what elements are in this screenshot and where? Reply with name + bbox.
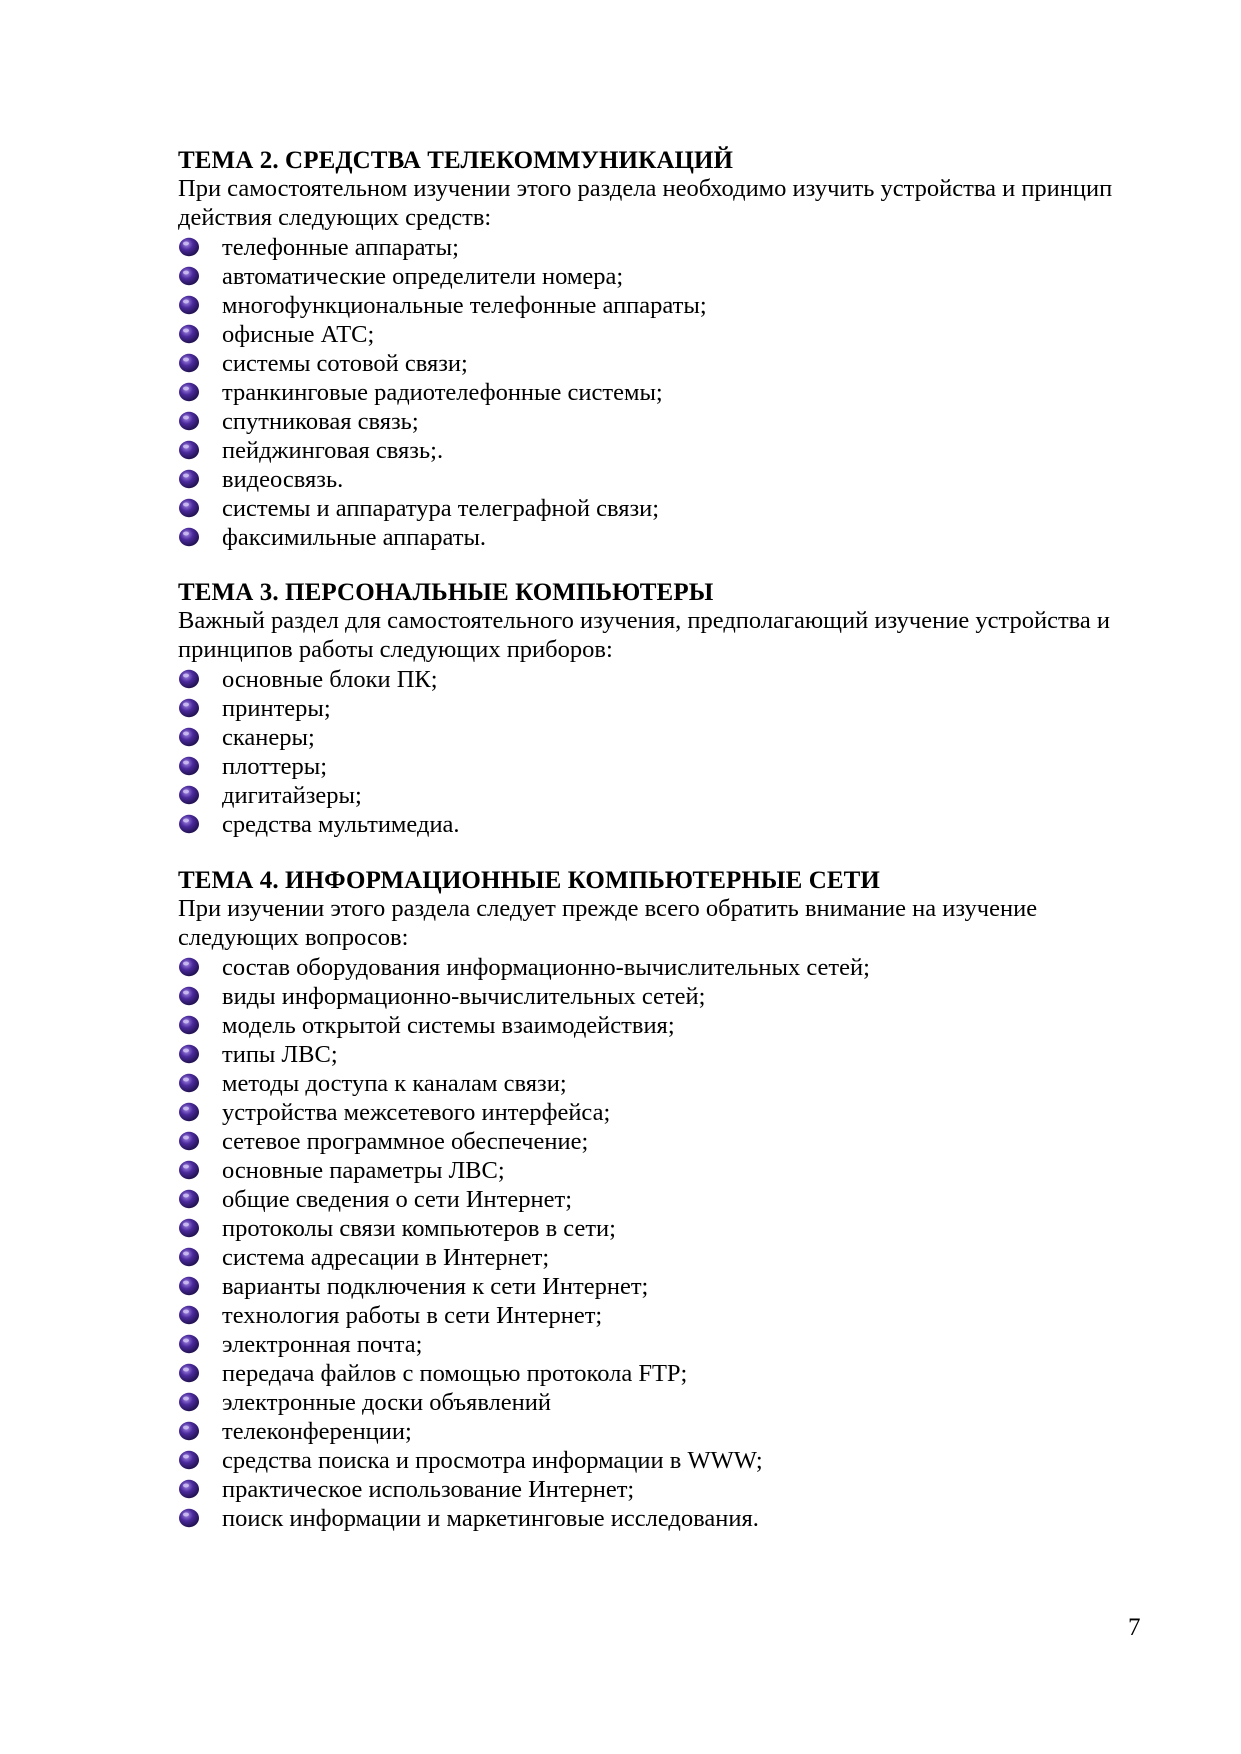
list-item-text: многофункциональные телефонные аппараты; bbox=[222, 291, 707, 319]
purple-sphere-bullet-icon bbox=[178, 527, 200, 547]
list-item bbox=[178, 1214, 1158, 1243]
list-item-text: методы доступа к каналам связи; bbox=[222, 1069, 567, 1097]
list-item-text: система адресации в Интернет; bbox=[222, 1243, 550, 1271]
intro-line: действия следующих средств: bbox=[178, 203, 492, 231]
list-item bbox=[178, 1127, 1158, 1156]
section-tema-4 bbox=[178, 866, 1158, 1533]
list-item bbox=[178, 1011, 1158, 1040]
section-heading: ТЕМА 2. СРЕДСТВА ТЕЛЕКОММУНИКАЦИЙ bbox=[178, 147, 734, 174]
purple-sphere-bullet-icon bbox=[178, 1479, 200, 1499]
list-item bbox=[178, 262, 1158, 291]
list-item-text: общие сведения о сети Интернет; bbox=[222, 1185, 572, 1213]
purple-sphere-bullet-icon bbox=[178, 1131, 200, 1151]
purple-sphere-bullet-icon bbox=[178, 469, 200, 489]
list-item bbox=[178, 436, 1158, 465]
purple-sphere-bullet-icon bbox=[178, 727, 200, 747]
list-item-text: системы и аппаратура телеграфной связи; bbox=[222, 494, 660, 522]
purple-sphere-bullet-icon bbox=[178, 669, 200, 689]
purple-sphere-bullet-icon bbox=[178, 382, 200, 402]
list-item-text: устройства межсетевого интерфейса; bbox=[222, 1098, 611, 1126]
list-item bbox=[178, 1301, 1158, 1330]
list-item bbox=[178, 982, 1158, 1011]
purple-sphere-bullet-icon bbox=[178, 1247, 200, 1267]
purple-sphere-bullet-icon bbox=[178, 1508, 200, 1528]
list-item-text: виды информационно-вычислительных сетей; bbox=[222, 982, 706, 1010]
list-item bbox=[178, 1475, 1158, 1504]
section-tema-3 bbox=[178, 578, 1158, 839]
intro-line: следующих вопросов: bbox=[178, 923, 409, 951]
list-item-text: средства мультимедиа. bbox=[222, 810, 460, 838]
list-item-text: телефонные аппараты; bbox=[222, 233, 459, 261]
list-item bbox=[178, 1272, 1158, 1301]
purple-sphere-bullet-icon bbox=[178, 957, 200, 977]
purple-sphere-bullet-icon bbox=[178, 756, 200, 776]
purple-sphere-bullet-icon bbox=[178, 1218, 200, 1238]
list-item bbox=[178, 1185, 1158, 1214]
list-item bbox=[178, 752, 1158, 781]
list-item bbox=[178, 465, 1158, 494]
purple-sphere-bullet-icon bbox=[178, 785, 200, 805]
bullet-list bbox=[178, 953, 1158, 1533]
list-item bbox=[178, 494, 1158, 523]
purple-sphere-bullet-icon bbox=[178, 411, 200, 431]
list-item bbox=[178, 523, 1158, 552]
list-item-text: варианты подключения к сети Интернет; bbox=[222, 1272, 649, 1300]
list-item bbox=[178, 953, 1158, 982]
list-item-text: принтеры; bbox=[222, 694, 331, 722]
intro-line: Важный раздел для самостоятельного изучения, предполагающий изучение устройства и bbox=[178, 607, 1111, 634]
purple-sphere-bullet-icon bbox=[178, 295, 200, 315]
purple-sphere-bullet-icon bbox=[178, 266, 200, 286]
purple-sphere-bullet-icon bbox=[178, 1421, 200, 1441]
list-item-text: поиск информации и маркетинговые исследования. bbox=[222, 1504, 759, 1532]
list-item bbox=[178, 781, 1158, 810]
list-item-text: факсимильные аппараты. bbox=[222, 523, 487, 551]
bullet-list bbox=[178, 233, 1158, 552]
list-item bbox=[178, 1388, 1158, 1417]
purple-sphere-bullet-icon bbox=[178, 353, 200, 373]
list-item bbox=[178, 694, 1158, 723]
list-item-text: сетевое программное обеспечение; bbox=[222, 1127, 589, 1155]
list-item-text: спутниковая связь; bbox=[222, 407, 419, 435]
list-item-text: телеконференции; bbox=[222, 1417, 412, 1445]
list-item-text: электронная почта; bbox=[222, 1330, 423, 1358]
purple-sphere-bullet-icon bbox=[178, 440, 200, 460]
list-item bbox=[178, 1359, 1158, 1388]
list-item bbox=[178, 291, 1158, 320]
purple-sphere-bullet-icon bbox=[178, 237, 200, 257]
list-item-text: автоматические определители номера; bbox=[222, 262, 624, 290]
page-number: 7 bbox=[1128, 1614, 1141, 1641]
list-item-text: типы ЛВС; bbox=[222, 1040, 338, 1068]
purple-sphere-bullet-icon bbox=[178, 324, 200, 344]
list-item-text: транкинговые радиотелефонные системы; bbox=[222, 378, 663, 406]
list-item-text: офисные АТС; bbox=[222, 320, 375, 348]
list-item-text: технология работы в сети Интернет; bbox=[222, 1301, 603, 1329]
list-item-text: средства поиска и просмотра информации в WWW; bbox=[222, 1446, 763, 1474]
list-item-text: протоколы связи компьютеров в сети; bbox=[222, 1214, 616, 1242]
purple-sphere-bullet-icon bbox=[178, 1015, 200, 1035]
list-item bbox=[178, 1417, 1158, 1446]
intro-line: принципов работы следующих приборов: bbox=[178, 635, 613, 663]
list-item bbox=[178, 407, 1158, 436]
intro-line: При изучении этого раздела следует прежде всего обратить внимание на изучение bbox=[178, 895, 1038, 922]
list-item-text: видеосвязь. bbox=[222, 465, 344, 493]
list-item-text: электронные доски объявлений bbox=[222, 1388, 552, 1416]
list-item-text: основные параметры ЛВС; bbox=[222, 1156, 505, 1184]
list-item bbox=[178, 320, 1158, 349]
purple-sphere-bullet-icon bbox=[178, 1073, 200, 1093]
list-item bbox=[178, 810, 1158, 839]
list-item bbox=[178, 1098, 1158, 1127]
purple-sphere-bullet-icon bbox=[178, 986, 200, 1006]
list-item-text: плоттеры; bbox=[222, 752, 328, 780]
list-item bbox=[178, 378, 1158, 407]
purple-sphere-bullet-icon bbox=[178, 1044, 200, 1064]
section-heading: ТЕМА 4. ИНФОРМАЦИОННЫЕ КОМПЬЮТЕРНЫЕ СЕТИ bbox=[178, 867, 880, 894]
list-item-text: дигитайзеры; bbox=[222, 781, 362, 809]
list-item bbox=[178, 349, 1158, 378]
list-item bbox=[178, 1330, 1158, 1359]
purple-sphere-bullet-icon bbox=[178, 1450, 200, 1470]
list-item-text: состав оборудования информационно-вычислительных сетей; bbox=[222, 953, 870, 981]
section-heading: ТЕМА 3. ПЕРСОНАЛЬНЫЕ КОМПЬЮТЕРЫ bbox=[178, 579, 714, 606]
section-intro bbox=[178, 607, 1158, 665]
list-item bbox=[178, 1069, 1158, 1098]
purple-sphere-bullet-icon bbox=[178, 1392, 200, 1412]
section-intro bbox=[178, 175, 1158, 233]
purple-sphere-bullet-icon bbox=[178, 1160, 200, 1180]
intro-line: При самостоятельном изучении этого раздела необходимо изучить устройства и принцип bbox=[178, 175, 1113, 202]
list-item-text: сканеры; bbox=[222, 723, 315, 751]
list-item-text: пейджинговая связь;. bbox=[222, 436, 444, 464]
list-item bbox=[178, 1504, 1158, 1533]
list-item-text: модель открытой системы взаимодействия; bbox=[222, 1011, 675, 1039]
purple-sphere-bullet-icon bbox=[178, 498, 200, 518]
list-item-text: передача файлов с помощью протокола FTP; bbox=[222, 1359, 688, 1387]
list-item-text: системы сотовой связи; bbox=[222, 349, 468, 377]
section-intro bbox=[178, 895, 1158, 953]
list-item bbox=[178, 665, 1158, 694]
list-item bbox=[178, 1243, 1158, 1272]
list-item bbox=[178, 1446, 1158, 1475]
list-item bbox=[178, 1156, 1158, 1185]
purple-sphere-bullet-icon bbox=[178, 698, 200, 718]
purple-sphere-bullet-icon bbox=[178, 1334, 200, 1354]
list-item bbox=[178, 1040, 1158, 1069]
list-item bbox=[178, 233, 1158, 262]
bullet-list bbox=[178, 665, 1158, 839]
purple-sphere-bullet-icon bbox=[178, 1102, 200, 1122]
purple-sphere-bullet-icon bbox=[178, 814, 200, 834]
purple-sphere-bullet-icon bbox=[178, 1305, 200, 1325]
purple-sphere-bullet-icon bbox=[178, 1276, 200, 1296]
list-item-text: практическое использование Интернет; bbox=[222, 1475, 635, 1503]
purple-sphere-bullet-icon bbox=[178, 1189, 200, 1209]
list-item bbox=[178, 723, 1158, 752]
section-tema-2 bbox=[178, 146, 1158, 552]
list-item-text: основные блоки ПК; bbox=[222, 665, 438, 693]
purple-sphere-bullet-icon bbox=[178, 1363, 200, 1383]
